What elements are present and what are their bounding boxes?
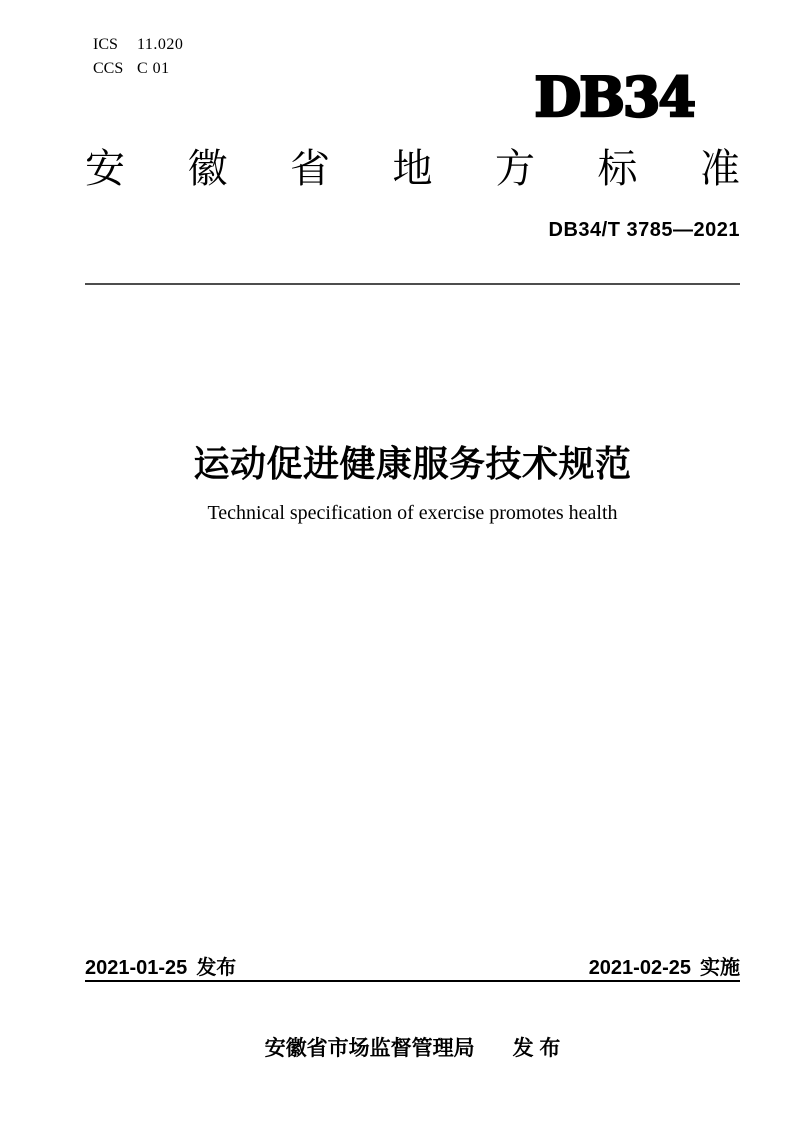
ics-code-row bbox=[93, 33, 183, 57]
ccs-label: CCS bbox=[93, 60, 124, 77]
ics-label: ICS bbox=[93, 36, 118, 53]
implement-date: 2021-02-25 bbox=[588, 957, 691, 979]
issue-date: 2021-01-25 bbox=[85, 957, 188, 979]
standard-name-char: 准 bbox=[700, 147, 740, 191]
ccs-code-row bbox=[93, 57, 183, 81]
standard-name-char: 地 bbox=[392, 147, 433, 191]
header-divider-line bbox=[85, 283, 740, 285]
ccs-value: C 01 bbox=[137, 60, 170, 77]
implement-label: 实施 bbox=[700, 957, 740, 979]
ics-value: 11.020 bbox=[137, 36, 184, 53]
implement-date-group bbox=[589, 951, 740, 980]
standard-name-row bbox=[85, 147, 740, 191]
standard-name-char: 安 bbox=[85, 147, 125, 191]
issue-label: 发布 bbox=[196, 957, 237, 979]
document-title-en: Technical specification of exercise promotes health bbox=[207, 502, 618, 524]
classification-codes bbox=[93, 33, 183, 81]
standard-number: DB34/T 3785—2021 bbox=[548, 219, 740, 241]
standard-name-char: 方 bbox=[495, 147, 535, 191]
document-title-zh: 运动促进健康服务技术规范 bbox=[193, 443, 632, 484]
publisher-name: 安徽省市场监督管理局 bbox=[264, 1037, 475, 1060]
footer-divider-line bbox=[85, 980, 740, 982]
db34-logo: DB34 bbox=[534, 65, 694, 129]
standard-name-char: 标 bbox=[597, 147, 638, 191]
standard-name-char: 省 bbox=[290, 147, 330, 191]
publish-label: 发 布 bbox=[512, 1037, 561, 1060]
publisher-row bbox=[85, 1032, 740, 1062]
issue-date-group bbox=[85, 951, 236, 980]
standard-name-char: 徽 bbox=[187, 147, 228, 191]
dates-row bbox=[85, 951, 740, 980]
